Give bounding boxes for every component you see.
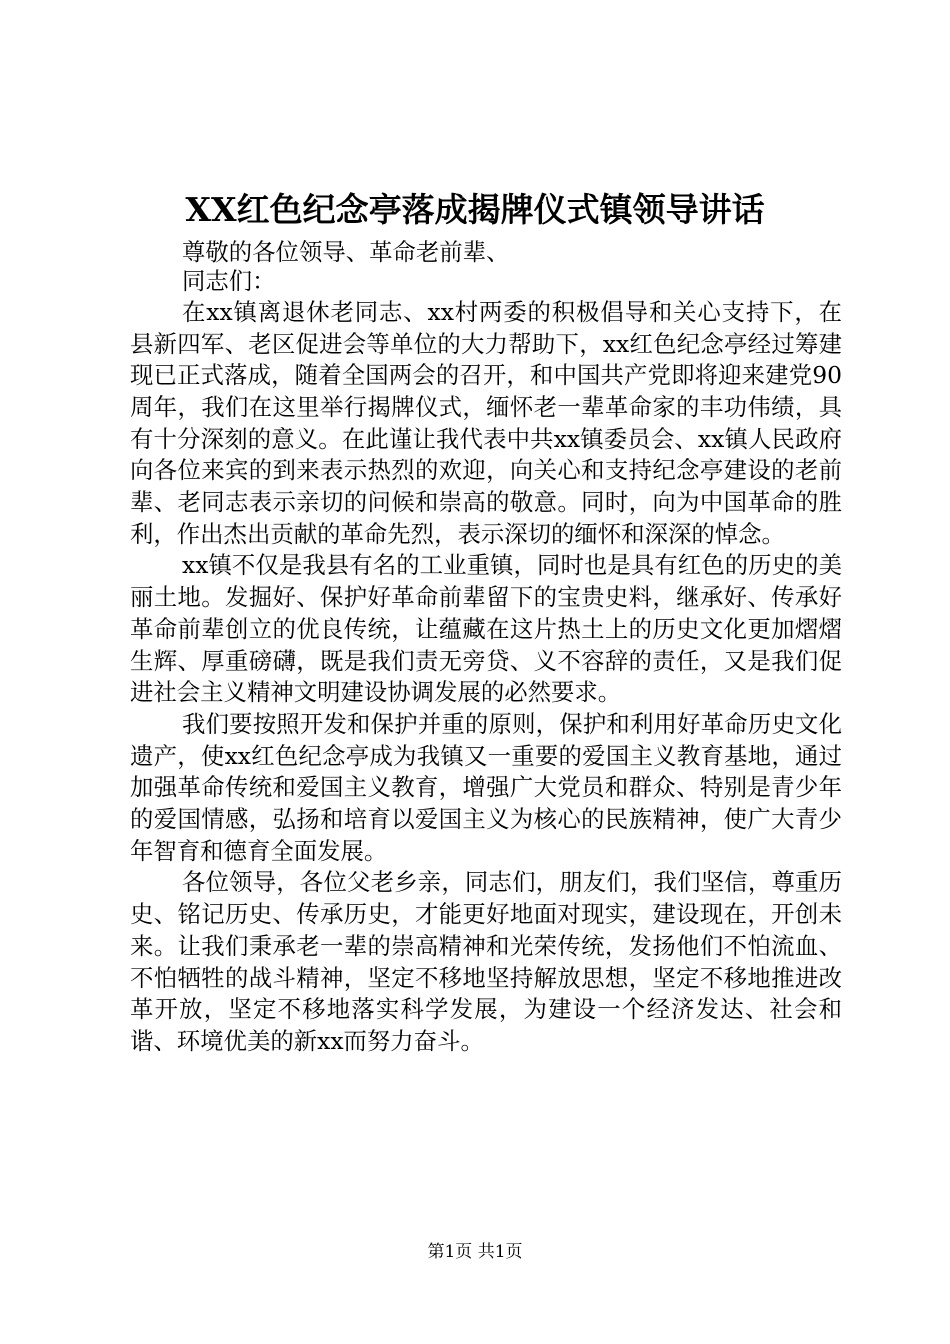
salutation-line-1: 尊敬的各位领导、革命老前辈、 xyxy=(182,238,510,266)
body-paragraph-4: 各位领导，各位父老乡亲，同志们，朋友们，我们坚信，尊重历史、铭记历史、传承历史，才能更好地面对现实，建设现在，开创未来。让我们秉承老一辈的崇高精神和光荣传统，发扬他们不怕流血、不怕牺牲的战斗精神，坚定不移地坚持解放思想，坚定不移地推进改革开放，坚定不移地落实科学发展，为建设一个经济发达、社会和谐、环境优美的新xx而努力奋斗。 xyxy=(130,868,842,1055)
page-footer: 第1页 共1页 xyxy=(427,1242,523,1262)
document-body xyxy=(130,238,842,1058)
document-title: XX红色纪念亭落成揭牌仪式镇领导讲话 xyxy=(185,190,765,229)
body-paragraph-1: 在xx镇离退休老同志、xx村两委的积极倡导和关心支持下，在县新四军、老区促进会等单位的大力帮助下，xx红色纪念亭经过筹建现已正式落成，随着全国两会的召开，和中国共产党即将迎来建党90周年，我们在这里举行揭牌仪式，缅怀老一辈革命家的丰功伟绩，具有十分深刻的意义。在此谨让我代表中共xx镇委员会、xx镇人民政府向各位来宾的到来表示热烈的欢迎，向关心和支持纪念亭建设的老前辈、老同志表示亲切的问候和崇高的敬意。同时，向为中国革命的胜利，作出杰出贡献的革命先烈，表示深切的缅怀和深深的悼念。 xyxy=(130,297,842,548)
salutation-line-2: 同志们： xyxy=(182,267,276,296)
body-paragraph-3: 我们要按照开发和保护并重的原则，保护和利用好革命历史文化遗产，使xx红色纪念亭成为我镇又一重要的爱国主义教育基地，通过加强革命传统和爱国主义教育，增强广大党员和群众、特别是青少年的爱国情感，弘扬和培育以爱国主义为核心的民族精神，使广大青少年智育和德育全面发展。 xyxy=(130,709,842,865)
body-paragraph-2: xx镇不仅是我县有名的工业重镇，同时也是具有红色的历史的美丽土地。发掘好、保护好革命前辈留下的宝贵史料，继承好、传承好革命前辈创立的优良传统，让蕴藏在这片热土上的历史文化更加熠熠生辉、厚重磅礴，既是我们责无旁贷、义不容辞的责任，又是我们促进社会主义精神文明建设协调发展的必然要求。 xyxy=(130,551,842,707)
